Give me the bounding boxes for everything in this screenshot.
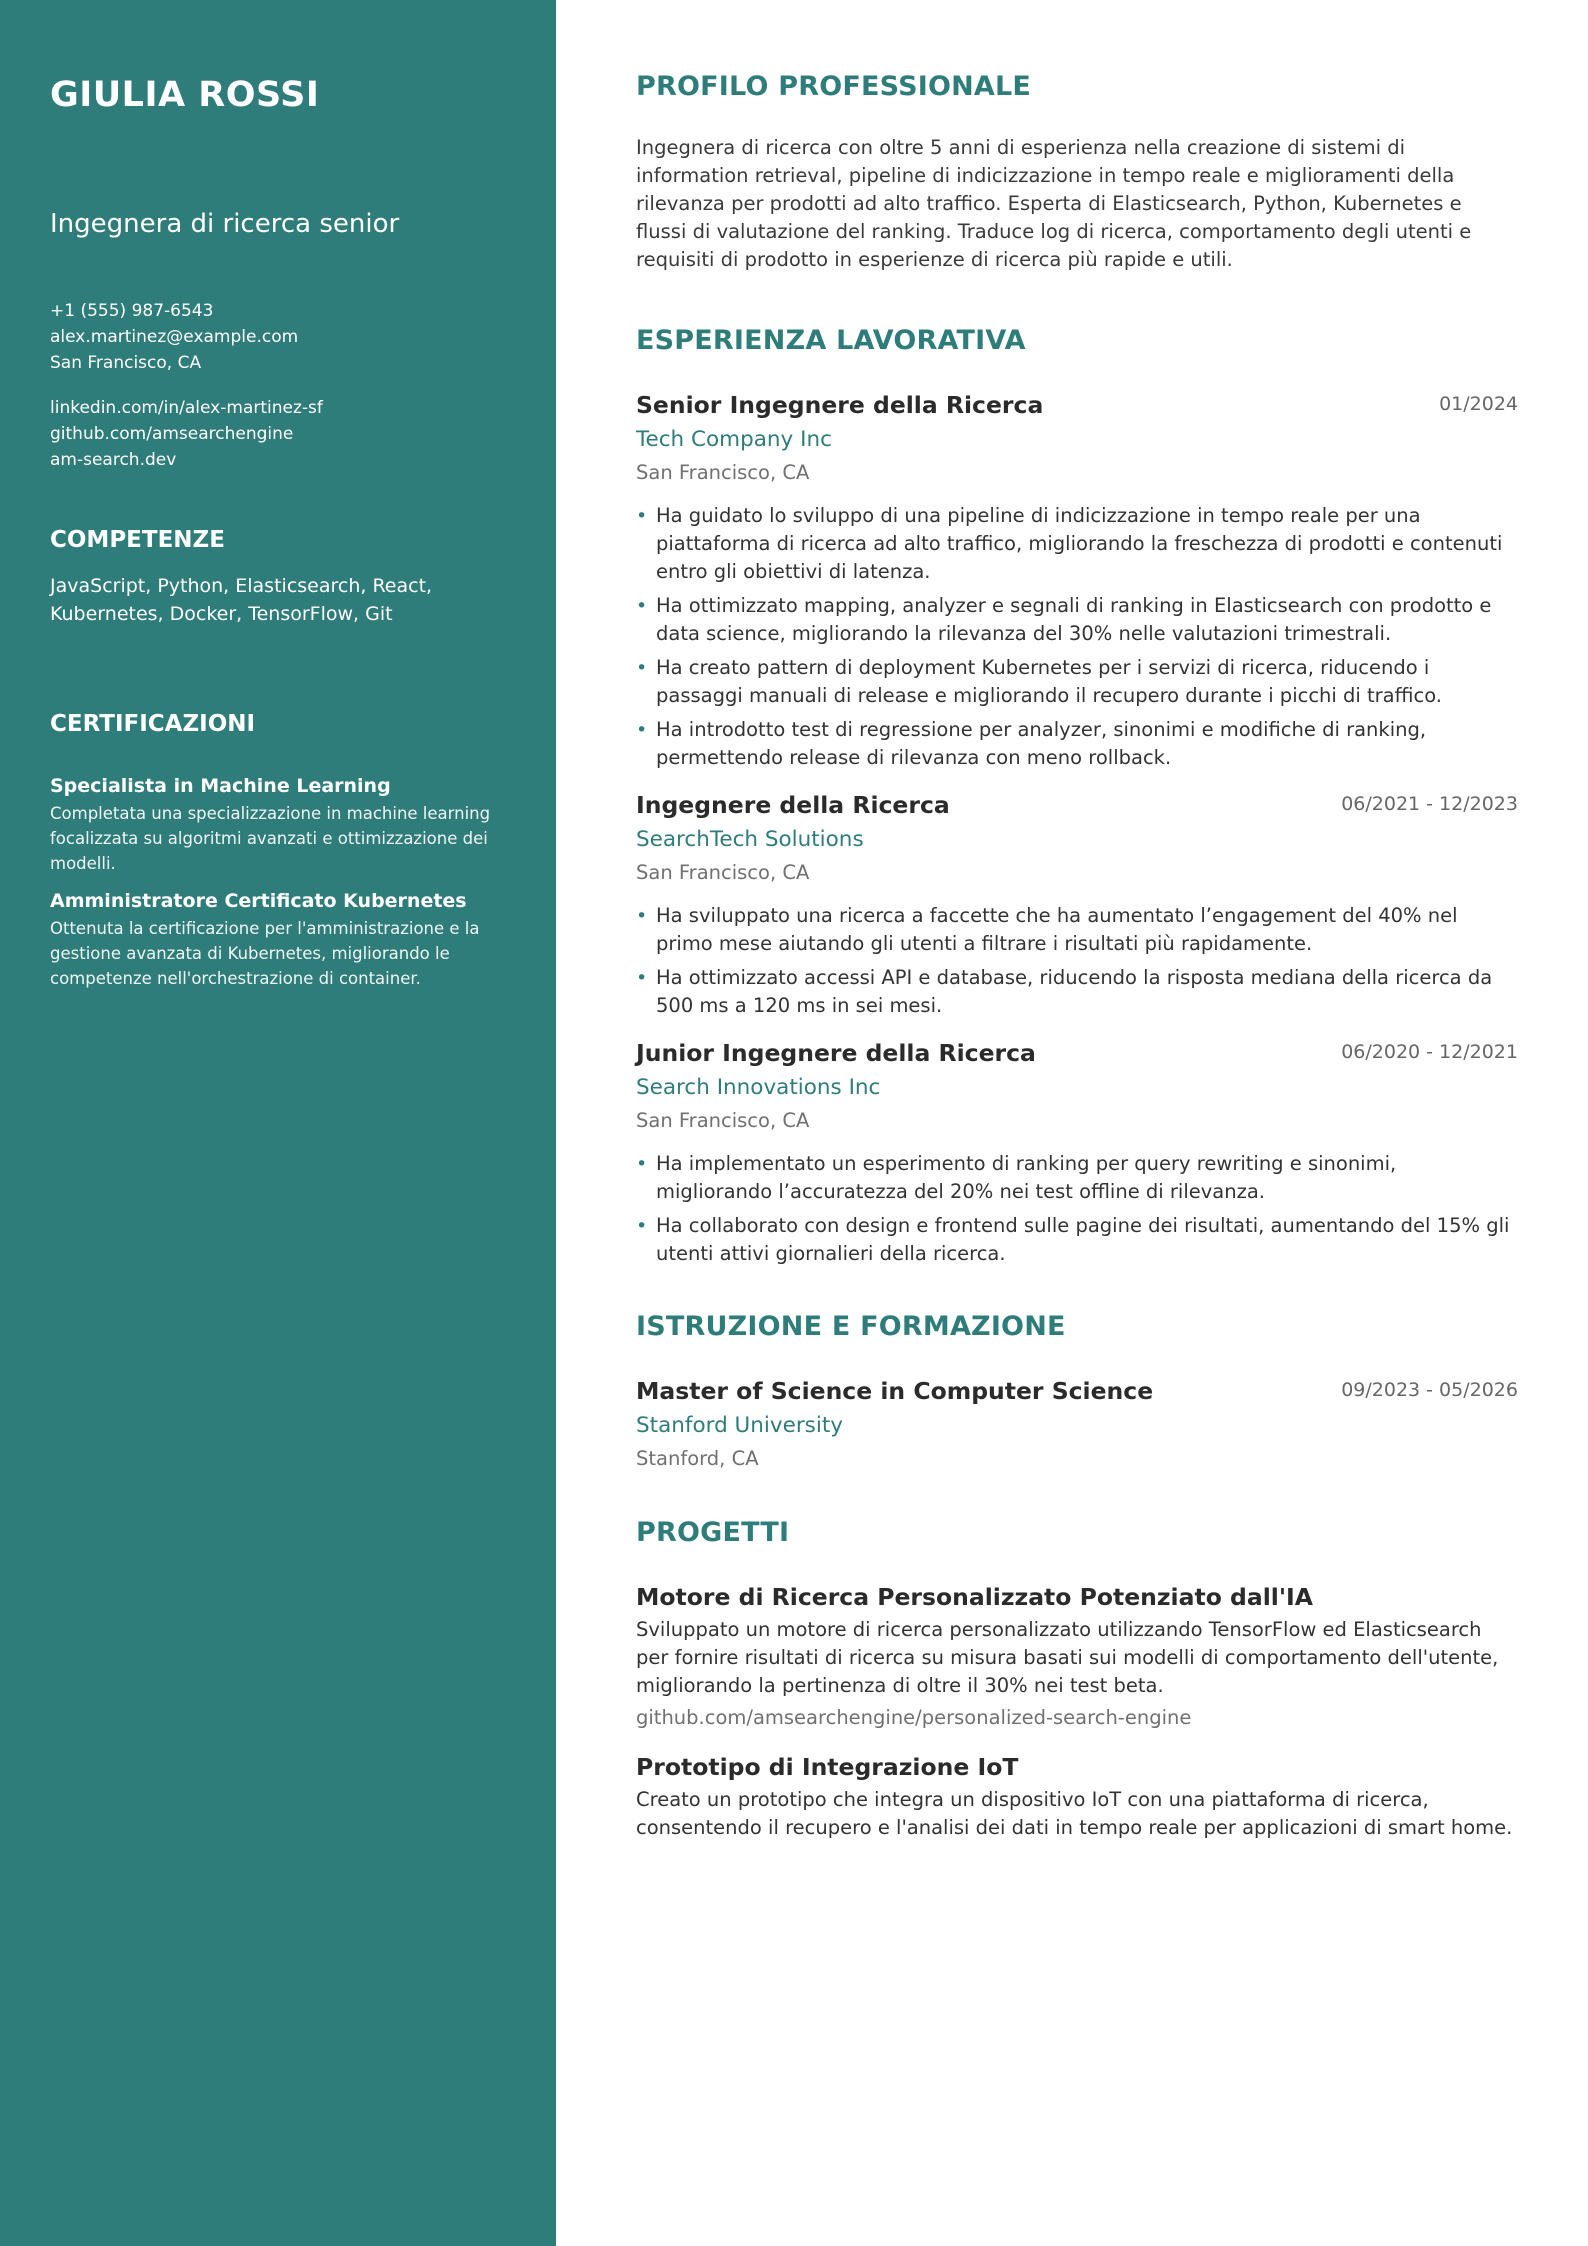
bullet-icon: •	[636, 905, 648, 927]
certification-description: Ottenuta la certificazione per l'amministrazione e la gestione avanzata di Kubernetes, migliorando le competenze nell'orchestrazione di container.	[50, 919, 480, 988]
bullet-icon: •	[636, 1153, 648, 1175]
job-achievements	[636, 1150, 1518, 1268]
certification-name: Amministratore Certificato Kubernetes	[50, 890, 467, 912]
education-heading: ISTRUZIONE E FORMAZIONE	[636, 1311, 1066, 1342]
job-date: 06/2021 - 12/2023	[1341, 793, 1518, 815]
job-achievements	[636, 502, 1518, 772]
profile-summary: Ingegnera di ricerca con oltre 5 anni di esperienza nella creazione di sistemi di information retrieval, pipeline di indicizzazione in tempo reale e miglioramenti della rilevanza per prodotti ad alto traffico. Esperta di Elasticsearch, Python, Kubernetes e flussi di valutazione del ranking. Traduce log di ricerca, comportamento degli utenti e requisiti di prodotto in esperienze di ricerca più rapide e utili.	[636, 136, 1472, 271]
location: San Francisco, CA	[50, 353, 202, 373]
job-entry	[636, 390, 1518, 772]
job-entry	[636, 1038, 1518, 1268]
certification-description: Completata una specializzazione in machine learning focalizzata su algoritmi avanzati e ottimizzazione dei modelli.	[50, 804, 491, 873]
job-location: San Francisco, CA	[636, 1109, 810, 1132]
achievement-text: Ha creato pattern di deployment Kubernetes per i servizi di ricerca, riducendo i passaggi manuali di release e migliorando il recupero durante i picchi di traffico.	[656, 656, 1442, 707]
education-entry	[636, 1376, 1518, 1472]
achievement-text: Ha implementato un esperimento di ranking per query rewriting e sinonimi, migliorando l’accuratezza del 20% nei test offline di rilevanza.	[656, 1152, 1397, 1203]
github-link[interactable]: github.com/amsearchengine	[50, 424, 294, 444]
achievement-item	[636, 592, 1518, 648]
project-entry	[636, 1582, 1518, 1732]
bullet-icon: •	[636, 657, 648, 679]
candidate-name: GIULIA ROSSI	[50, 75, 320, 115]
project-title: Motore di Ricerca Personalizzato Potenziato dall'IA	[636, 1583, 1313, 1611]
achievement-item	[636, 902, 1518, 958]
achievement-text: Ha sviluppato una ricerca a faccette che ha aumentato l’engagement del 40% nel primo mese aiutando gli utenti a filtrare i risultati più rapidamente.	[656, 904, 1458, 955]
achievement-text: Ha introdotto test di regressione per analyzer, sinonimi e modifiche di ranking, permettendo release di rilevanza con meno rollback.	[656, 718, 1427, 769]
certification-name: Specialista in Machine Learning	[50, 775, 391, 797]
bullet-icon: •	[636, 505, 648, 527]
achievement-text: Ha guidato lo sviluppo di una pipeline di indicizzazione in tempo reale per una piattaforma di ricerca ad alto traffico, migliorando la freschezza di prodotti e contenuti entro gli obiettivi di latenza.	[656, 504, 1503, 583]
job-title: Junior Ingegnere della Ricerca	[636, 1039, 1036, 1067]
bullet-icon: •	[636, 595, 648, 617]
profile-heading: PROFILO PROFESSIONALE	[636, 71, 1032, 102]
skills-list: JavaScript, Python, Elasticsearch, React, Kubernetes, Docker, TensorFlow, Git	[50, 575, 433, 625]
job-date: 06/2020 - 12/2021	[1341, 1041, 1518, 1063]
bullet-icon: •	[636, 1215, 648, 1237]
achievement-item	[636, 964, 1518, 1020]
job-entry	[636, 790, 1518, 1020]
bullet-icon: •	[636, 719, 648, 741]
achievement-item	[636, 1150, 1518, 1206]
certification-item	[50, 888, 506, 991]
bullet-icon: •	[636, 967, 648, 989]
candidate-title: Ingegnera di ricerca senior	[50, 209, 400, 239]
job-date: 01/2024	[1439, 393, 1518, 415]
project-description: Creato un prototipo che integra un dispositivo IoT con una piattaforma di ricerca, consentendo il recupero e l'analisi dei dati in tempo reale per applicazioni di smart home.	[636, 1788, 1513, 1839]
achievement-text: Ha ottimizzato mapping, analyzer e segnali di ranking in Elasticsearch con prodotto e data science, migliorando la rilevanza del 30% nelle valutazioni trimestrali.	[656, 594, 1492, 645]
project-title: Prototipo di Integrazione IoT	[636, 1753, 1019, 1781]
project-description: Sviluppato un motore di ricerca personalizzato utilizzando TensorFlow ed Elasticsearch per fornire risultati di ricerca su misura basati sui modelli di comportamento dell'utente, migliorando la pertinenza di oltre il 30% nei test beta.	[636, 1618, 1499, 1697]
degree-title: Master of Science in Computer Science	[636, 1377, 1154, 1405]
achievement-text: Ha ottimizzato accessi API e database, riducendo la risposta mediana della ricerca da 500 ms a 120 ms in sei mesi.	[656, 966, 1493, 1017]
project-entry	[636, 1752, 1518, 1842]
achievement-item	[636, 716, 1518, 772]
company-name: Tech Company Inc	[636, 427, 832, 452]
linkedin-link[interactable]: linkedin.com/in/alex-martinez-sf	[50, 398, 323, 418]
achievement-text: Ha collaborato con design e frontend sulle pagine dei risultati, aumentando del 15% gli utenti attivi giornalieri della ricerca.	[656, 1214, 1510, 1265]
website-link[interactable]: am-search.dev	[50, 450, 177, 470]
job-location: San Francisco, CA	[636, 461, 810, 484]
job-title: Senior Ingegnere della Ricerca	[636, 391, 1044, 419]
school-location: Stanford, CA	[636, 1447, 759, 1470]
company-name: SearchTech Solutions	[636, 827, 864, 852]
achievement-item	[636, 654, 1518, 710]
school-name: Stanford University	[636, 1413, 844, 1438]
job-achievements	[636, 902, 1518, 1020]
sidebar	[0, 0, 556, 2246]
job-title: Ingegnere della Ricerca	[636, 791, 950, 819]
achievement-item	[636, 502, 1518, 586]
email-address[interactable]: alex.martinez@example.com	[50, 327, 299, 347]
certifications-list	[50, 773, 506, 991]
projects-heading: PROGETTI	[636, 1517, 790, 1548]
phone-number: +1 (555) 987-6543	[50, 301, 214, 321]
experience-heading: ESPERIENZA LAVORATIVA	[636, 325, 1026, 356]
project-link[interactable]: github.com/amsearchengine/personalized-search-engine	[636, 1706, 1192, 1729]
main-content	[556, 0, 1588, 2246]
certifications-heading: CERTIFICAZIONI	[50, 711, 256, 737]
job-location: San Francisco, CA	[636, 861, 810, 884]
profile-links	[50, 395, 506, 473]
skills-heading: COMPETENZE	[50, 527, 225, 553]
contact-info	[50, 298, 506, 376]
achievement-item	[636, 1212, 1518, 1268]
company-name: Search Innovations Inc	[636, 1075, 881, 1100]
certification-item	[50, 773, 506, 876]
education-date: 09/2023 - 05/2026	[1341, 1379, 1518, 1401]
